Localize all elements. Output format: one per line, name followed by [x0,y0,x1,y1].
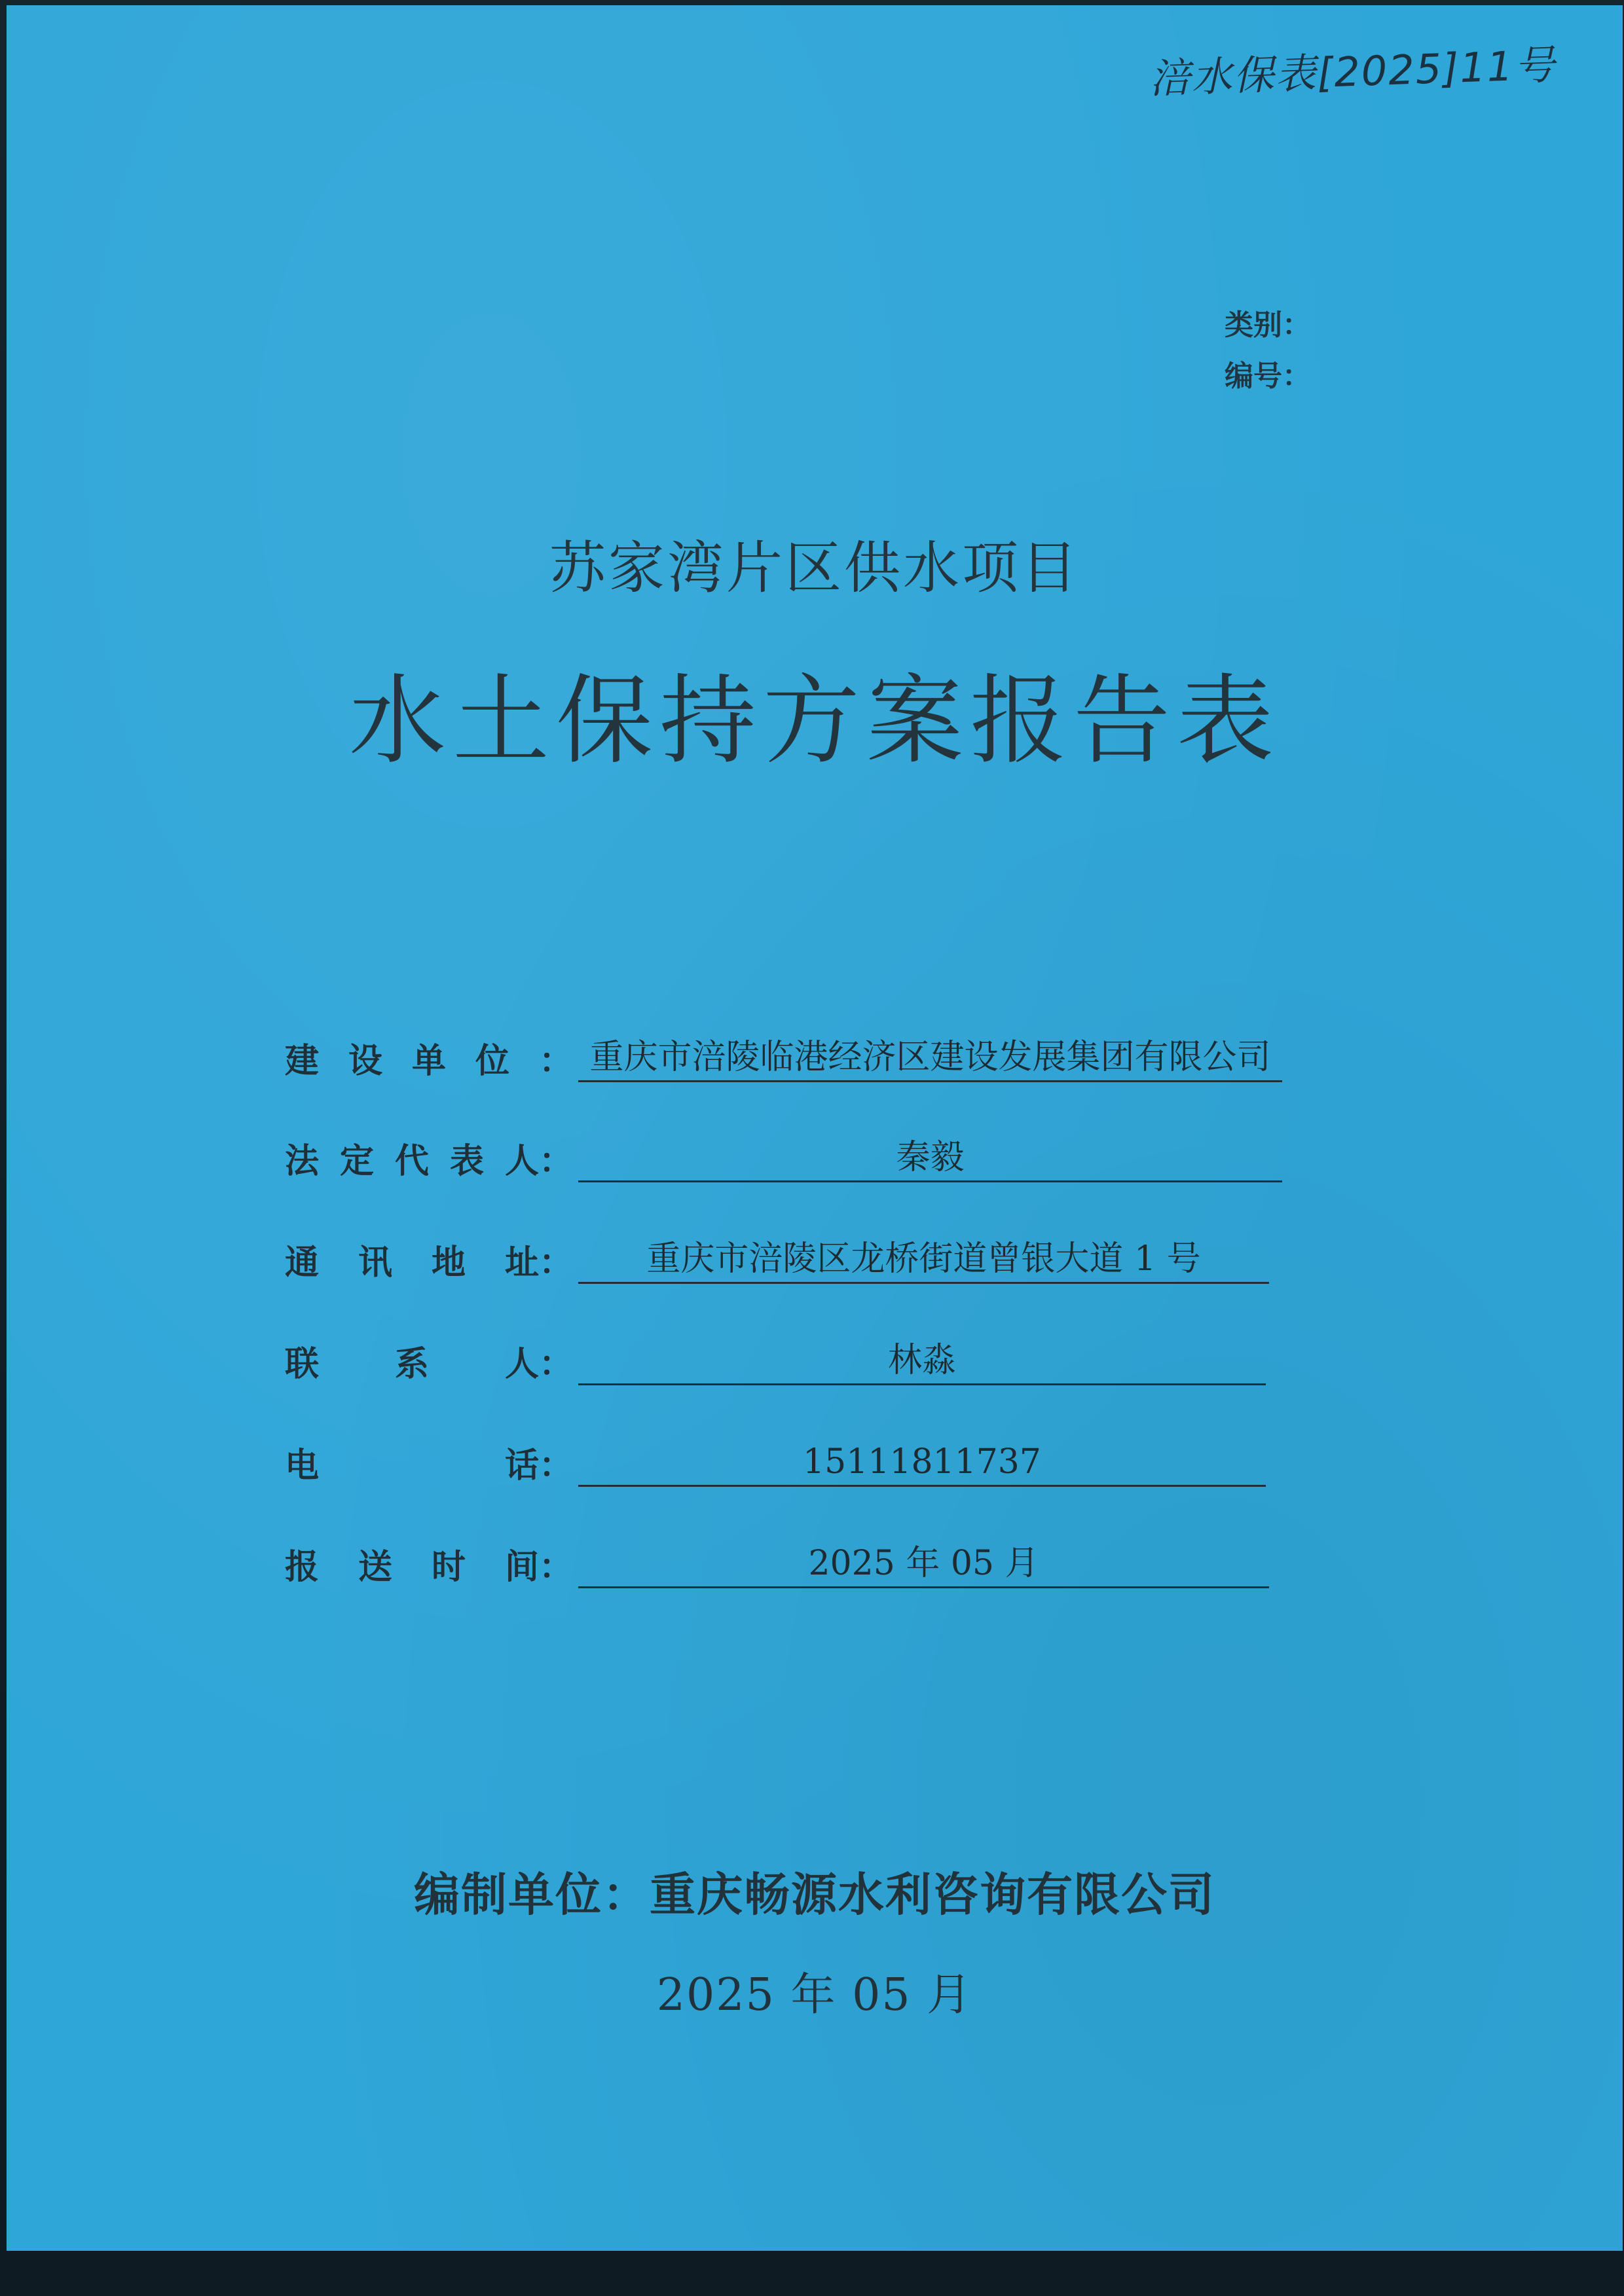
report-cover [7,5,1623,2251]
form-label: 联 系 人： [285,1344,573,1384]
legal-representative-value: 秦毅 [578,1135,1282,1182]
project-name: 苏家湾片区供水项目 [549,536,1080,601]
category-label: 类别： [1225,308,1311,342]
form-row-phone [285,1434,1266,1487]
form-label: 法 定 代 表 人： [285,1141,573,1181]
form-row-address [285,1231,1269,1284]
form-row-submission-time [285,1536,1269,1588]
compile-date: 2025 年 05 月 [656,1969,973,2021]
handwritten-document-code: 涪水保表[2025]11号 [1149,41,1557,103]
form-label: 电 话： [285,1446,573,1485]
form-row-construction-unit [285,1030,1282,1082]
report-title: 水土保持方案报告表 [349,665,1280,777]
form-row-legal-representative [285,1130,1282,1182]
form-row-contact-person [285,1333,1266,1385]
construction-unit-value: 重庆市涪陵临港经济区建设发展集团有限公司 [578,1034,1282,1082]
compiling-unit: 编制单位：重庆畅源水利咨询有限公司 [414,1868,1215,1922]
submission-time-value: 2025 年 05 月 [578,1540,1269,1588]
form-label: 报 送 时 间： [285,1547,573,1587]
form-label: 建 设 单 位 ： [285,1041,573,1081]
phone-value: 15111811737 [578,1439,1266,1487]
address-value: 重庆市涪陵区龙桥街道曾银大道 1 号 [578,1236,1269,1284]
form-label: 通 讯 地 址： [285,1243,573,1283]
number-label: 编号： [1225,359,1311,393]
contact-person-value: 林淼 [578,1338,1266,1385]
